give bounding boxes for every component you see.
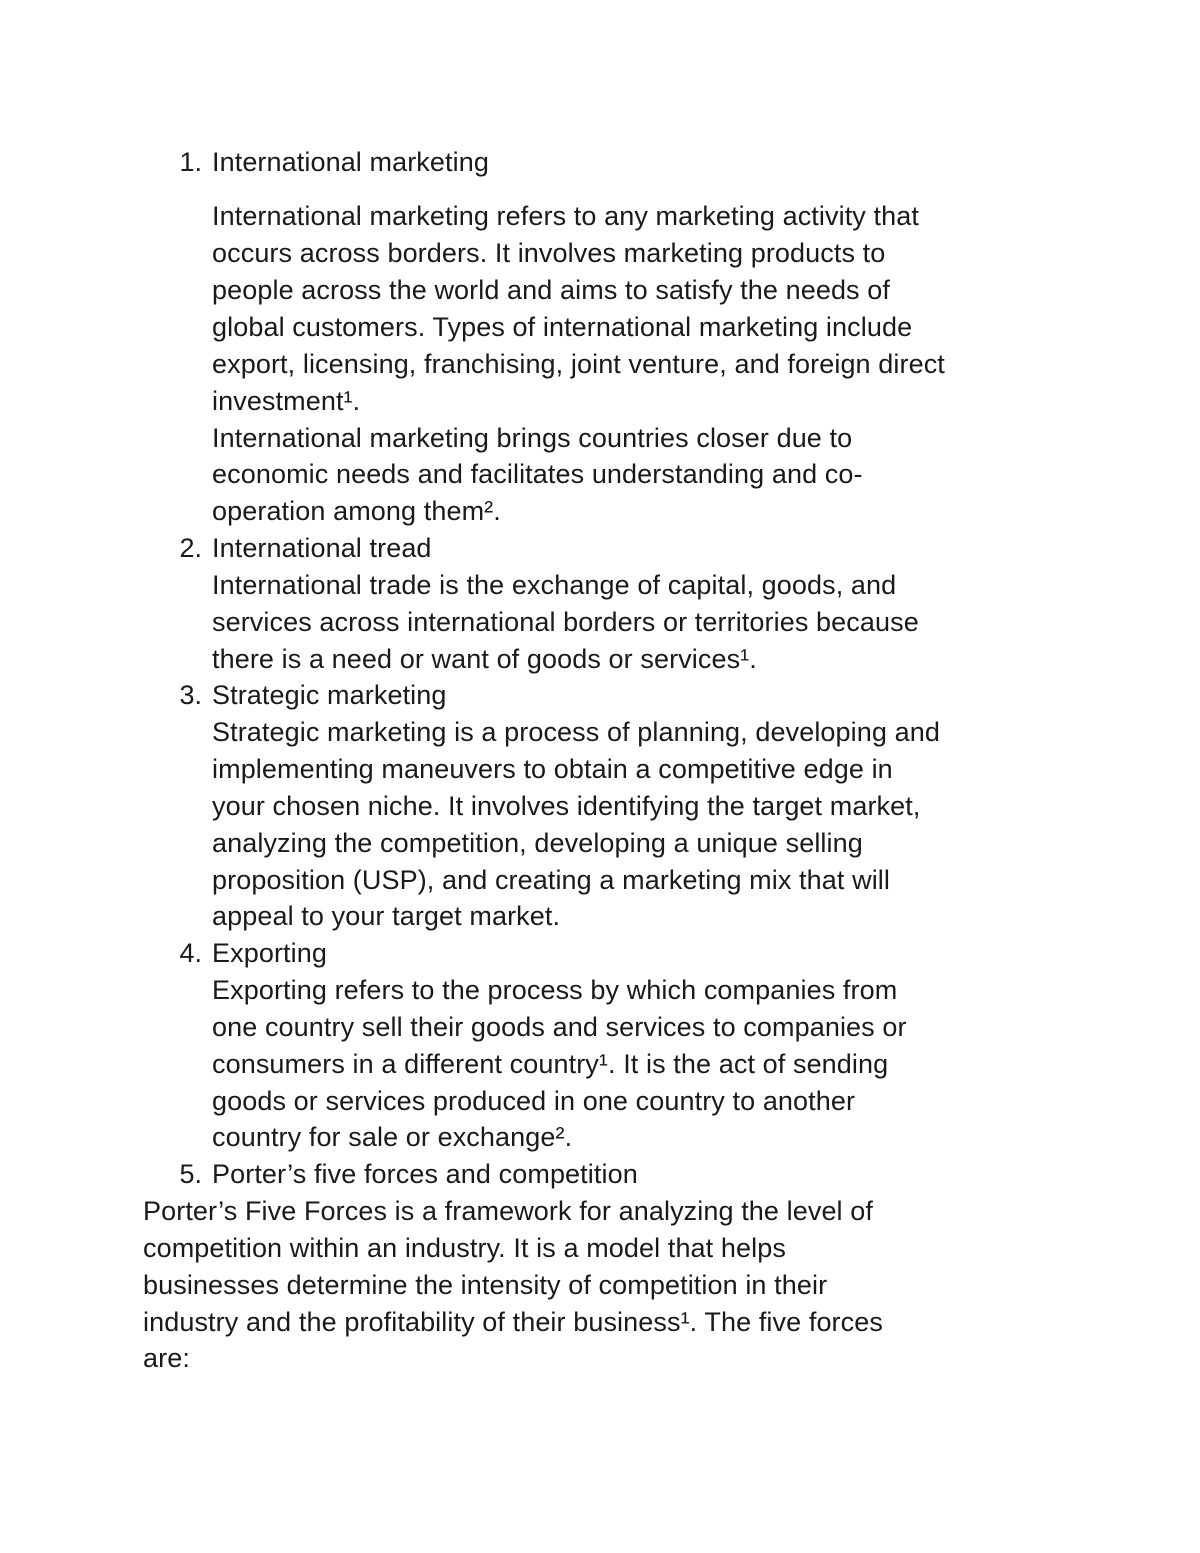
paragraph-line: country for sale or exchange². [212,1122,573,1152]
paragraph-line: appeal to your target market. [212,901,561,931]
list-number: 2. [179,533,202,563]
paragraph-line: export, licensing, franchising, joint venture, and foreign direct [212,349,945,379]
section-heading: Exporting [212,938,327,968]
list-number: 3. [179,680,202,710]
paragraph-line: proposition (USP), and creating a marketing mix that will [212,865,890,895]
paragraph-line: goods or services produced in one country to another [212,1086,856,1116]
paragraph-line: there is a need or want of goods or services¹. [212,644,757,674]
paragraph-line: International marketing refers to any marketing activity that [212,201,919,231]
section-heading: International tread [212,533,432,563]
paragraph-line: people across the world and aims to satisfy the needs of [212,275,890,305]
section-heading: Porter’s five forces and competition [212,1159,638,1189]
paragraph-line: International trade is the exchange of capital, goods, and [212,570,897,600]
paragraph-line: industry and the profitability of their business¹. The five forces [143,1307,883,1337]
paragraph-line: investment¹. [212,386,361,416]
paragraph-line: are: [143,1343,190,1373]
list-number: 4. [179,938,202,968]
paragraph-line: operation among them². [212,496,501,526]
paragraph-line: Strategic marketing is a process of planning, developing and [212,717,940,747]
paragraph-line: services across international borders or territories because [212,607,919,637]
paragraph-line: businesses determine the intensity of competition in their [143,1270,828,1300]
list-number: 5. [179,1159,202,1189]
paragraph-line: competition within an industry. It is a model that helps [143,1233,786,1263]
paragraph-line: consumers in a different country¹. It is the act of sending [212,1049,889,1079]
paragraph-line: Exporting refers to the process by which companies from [212,975,898,1005]
paragraph-line: your chosen niche. It involves identifying the target market, [212,791,921,821]
paragraph-line: one country sell their goods and services to companies or [212,1012,907,1042]
paragraph-line: occurs across borders. It involves marketing products to [212,238,886,268]
paragraph-line: global customers. Types of international marketing include [212,312,913,342]
section-heading: International marketing [212,147,489,177]
paragraph-line: economic needs and facilitates understanding and co- [212,459,863,489]
paragraph-line: Porter’s Five Forces is a framework for analyzing the level of [143,1196,873,1226]
paragraph-line: implementing maneuvers to obtain a competitive edge in [212,754,893,784]
paragraph-line: International marketing brings countries closer due to [212,423,853,453]
paragraph-line: analyzing the competition, developing a unique selling [212,828,863,858]
list-number: 1. [179,147,202,177]
section-heading: Strategic marketing [212,680,447,710]
